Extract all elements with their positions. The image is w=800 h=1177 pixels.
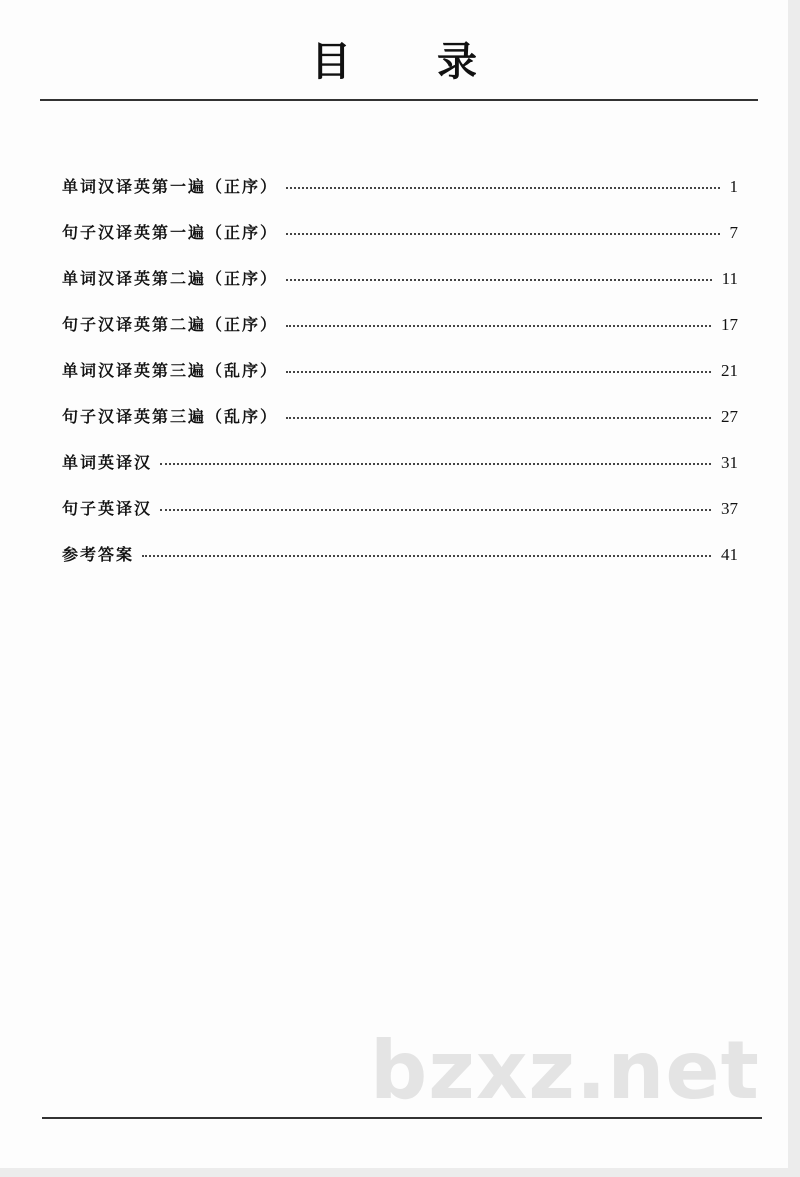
dot-leader — [286, 325, 711, 327]
toc-entry-page: 31 — [721, 453, 738, 472]
toc-entry[interactable] — [62, 532, 738, 578]
toc-entry-label: 句子英译汉 — [62, 499, 153, 518]
toc-entry-label: 单词汉译英第二遍（正序） — [62, 269, 279, 288]
toc-entry-label: 参考答案 — [62, 545, 135, 564]
dot-leader — [286, 187, 719, 189]
toc-entry-label: 句子汉译英第一遍（正序） — [62, 223, 279, 242]
toc-entry[interactable] — [62, 164, 738, 210]
toc-entry[interactable] — [62, 394, 738, 440]
footer-divider — [42, 1117, 762, 1119]
toc-entry[interactable] — [62, 302, 738, 348]
toc-entry[interactable] — [62, 486, 738, 532]
toc-entry[interactable] — [62, 440, 738, 486]
toc-entry-page: 17 — [721, 315, 738, 334]
title-divider — [40, 99, 758, 101]
dot-leader — [286, 279, 712, 281]
watermark: bzxz.net — [370, 1024, 760, 1117]
toc-entry-label: 句子汉译英第三遍（乱序） — [62, 407, 279, 426]
dot-leader — [160, 509, 711, 511]
toc-entry[interactable] — [62, 256, 738, 302]
toc-entry-page: 21 — [721, 361, 738, 380]
toc-entry-page: 11 — [721, 269, 738, 288]
toc-entry[interactable] — [62, 210, 738, 256]
toc-entry[interactable] — [62, 348, 738, 394]
toc-entry-page: 7 — [729, 223, 738, 242]
toc-entry-page: 37 — [721, 499, 738, 518]
table-of-contents — [62, 164, 738, 578]
page-title: 目 录 — [311, 39, 513, 85]
dot-leader — [286, 417, 711, 419]
dot-leader — [286, 371, 711, 373]
toc-entry-page: 1 — [729, 177, 738, 196]
toc-entry-label: 句子汉译英第二遍（正序） — [62, 315, 279, 334]
toc-entry-page: 41 — [721, 545, 738, 564]
dot-leader — [286, 233, 719, 235]
toc-entry-label: 单词汉译英第一遍（正序） — [62, 177, 279, 196]
toc-entry-page: 27 — [721, 407, 738, 426]
dot-leader — [160, 463, 711, 465]
toc-entry-label: 单词汉译英第三遍（乱序） — [62, 361, 279, 380]
toc-entry-label: 单词英译汉 — [62, 453, 153, 472]
dot-leader — [142, 555, 711, 557]
